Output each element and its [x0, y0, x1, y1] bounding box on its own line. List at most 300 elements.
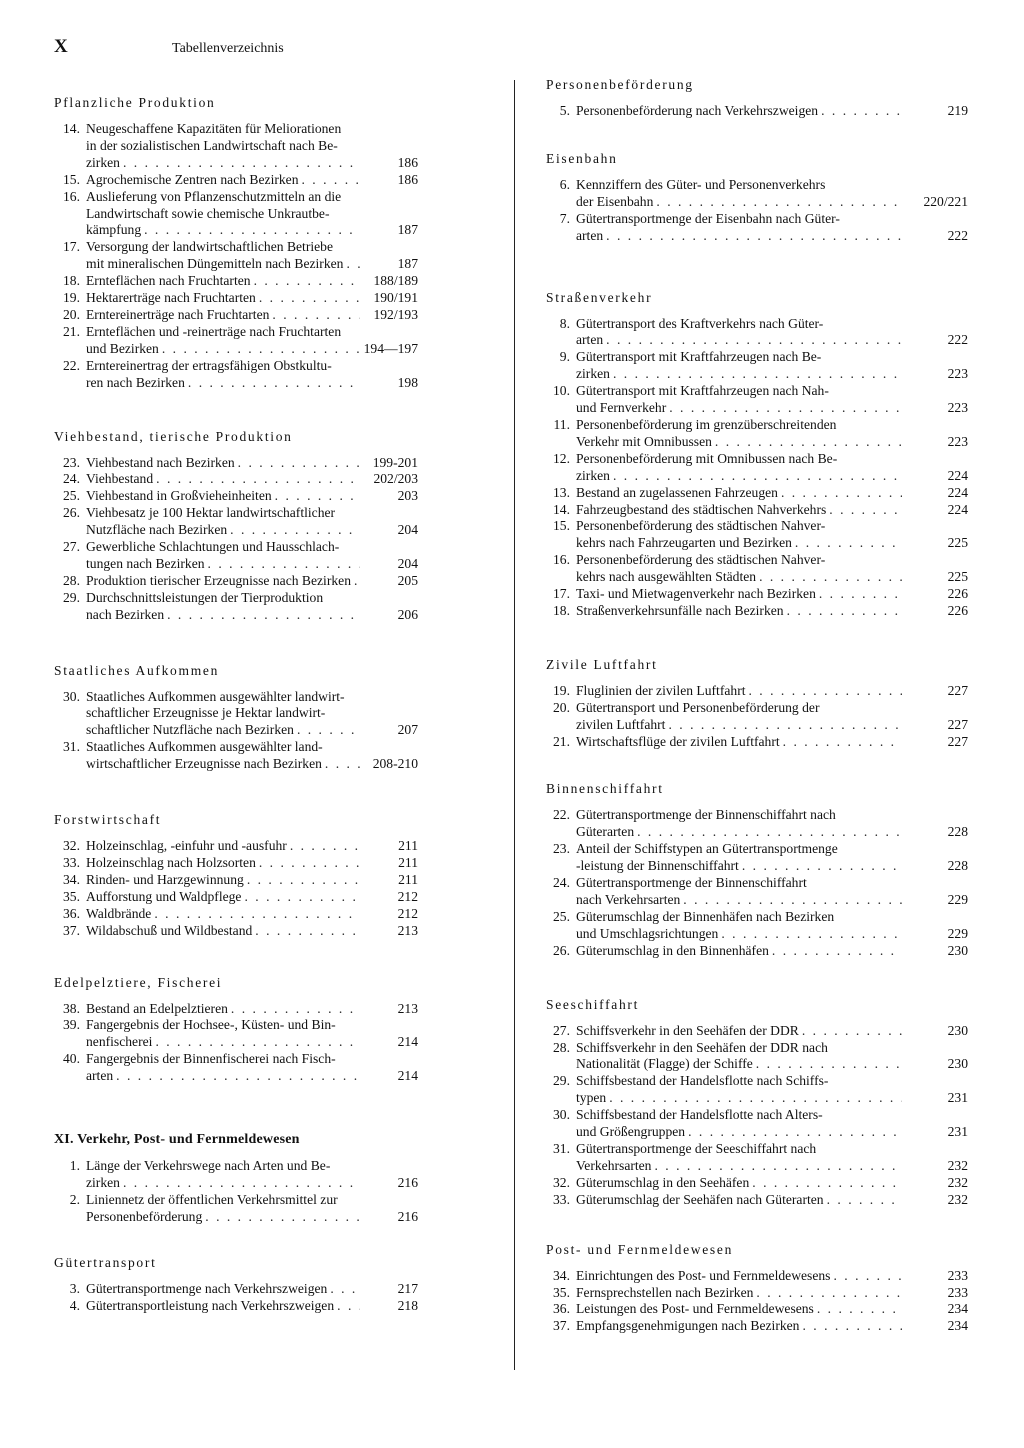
entry-number: 22. [553, 807, 570, 823]
entry-number: 16. [553, 552, 570, 568]
table-entry[interactable] [54, 121, 418, 172]
section-title: Straßenverkehr [546, 289, 653, 305]
table-entry[interactable] [54, 1192, 418, 1226]
dot-leader [634, 824, 902, 841]
dot-leader [799, 1023, 902, 1040]
dot-leader [824, 1192, 902, 1209]
table-entry[interactable] [546, 485, 968, 502]
chapter-roman-numeral: X [54, 36, 68, 57]
entry-title-line [576, 1124, 902, 1141]
entry-title [576, 1141, 902, 1175]
table-entry[interactable] [54, 488, 418, 505]
entry-title [576, 485, 902, 502]
entry-title-line [86, 121, 360, 138]
table-entry[interactable] [54, 1001, 418, 1018]
entry-title [576, 909, 902, 943]
table-entry[interactable] [546, 603, 968, 620]
entry-title-line [86, 290, 360, 307]
entry-title [576, 875, 902, 909]
table-entry[interactable] [546, 734, 968, 751]
entry-title-line [576, 1175, 902, 1192]
entry-number: 20. [63, 306, 80, 322]
entry-number: 17. [63, 239, 80, 255]
entry-title-text: nach Verkehrsarten [576, 892, 681, 907]
table-entry[interactable] [546, 349, 968, 383]
entry-page-number: 213 [397, 922, 418, 938]
entry-title [576, 1023, 902, 1040]
dot-leader [241, 889, 360, 906]
page-header [54, 36, 284, 58]
entry-title-text: Viehbesatz je 100 Hektar landwirtschaftlicher [86, 505, 336, 521]
entry-title-line [86, 1001, 360, 1018]
entry-title-text: Neugeschaffene Kapazitäten für Meliorationen [86, 121, 342, 136]
entry-page-number: 194—197 [363, 340, 418, 356]
entry-page-number: 217 [397, 1280, 418, 1296]
entry-title-line [576, 683, 902, 700]
entry-title-line [86, 889, 360, 906]
entry-title-line [86, 906, 360, 923]
entry-title [576, 586, 902, 603]
entry-title-line [576, 434, 902, 451]
dot-leader [651, 1158, 902, 1175]
entry-title-text: Erntereinertrag der ertragsfähigen Obstkultu- [86, 357, 332, 373]
section-title: Pflanzliche Produktion [54, 95, 216, 110]
entry-title-text: Verkehrsarten [576, 1157, 652, 1173]
entry-title-line [86, 1051, 360, 1068]
entry-number: 23. [63, 454, 80, 470]
entry-number: 37. [63, 922, 80, 938]
entry-title-text: zirken [576, 366, 610, 382]
table-entry[interactable] [546, 1107, 968, 1141]
dot-leader [185, 375, 360, 392]
entry-title [86, 689, 360, 740]
table-entry[interactable] [54, 455, 418, 472]
entry-title [86, 855, 360, 872]
entry-number: 21. [63, 323, 80, 339]
entry-title-text: Gütertransportmenge der Seeschiffahrt nach [576, 1140, 817, 1156]
dot-leader [299, 172, 361, 189]
entry-number: 19. [553, 682, 570, 698]
entry-title-text: Fahrzeugbestand des städtischen Nahverkehrs [576, 501, 827, 517]
table-entry[interactable] [546, 700, 968, 734]
entry-title-text: arten [576, 227, 604, 243]
entry-title-line [576, 468, 902, 485]
entry-title-text: Erntereinerträge nach Fruchtarten [86, 306, 270, 322]
entry-title-line [86, 256, 360, 273]
entry-title-text: Gütertransport und Personenbeförderung der [576, 699, 820, 715]
entry-title-line [86, 1158, 360, 1175]
table-entry[interactable] [546, 1192, 968, 1209]
entry-title-text: Personenbeförderung nach Verkehrszweigen [576, 103, 819, 118]
entry-number: 13. [553, 484, 570, 500]
entry-title [86, 1158, 360, 1192]
section-title: Gütertransport [54, 1254, 157, 1270]
table-entry[interactable] [54, 189, 418, 240]
entry-page-number: 223 [947, 433, 968, 449]
entry-number: 26. [553, 942, 570, 958]
entry-title-line [576, 1107, 902, 1124]
table-entry[interactable] [546, 943, 968, 960]
entry-number: 21. [553, 733, 570, 749]
entry-page-number: 232 [947, 1174, 968, 1190]
entry-title [576, 734, 902, 751]
entry-title-text: Ernteflächen und -reinerträge nach Fruchtarten [86, 323, 342, 339]
entry-title-text: kämpfung [86, 222, 142, 238]
table-entry[interactable] [546, 807, 968, 841]
dot-leader [252, 923, 360, 940]
table-entry[interactable] [546, 586, 968, 603]
entry-page-number: 204 [397, 522, 418, 538]
dot-leader [778, 485, 902, 502]
entry-title-text: Anteil der Schiffstypen an Gütertransportmenge [576, 841, 838, 857]
dot-leader [739, 858, 902, 875]
entry-title-line [576, 700, 902, 717]
entry-title-text: schaftlicher Erzeugnisse je Hektar landwirt- [86, 705, 326, 721]
dot-leader [256, 855, 360, 872]
entry-title [86, 1001, 360, 1018]
entry-title [576, 1073, 902, 1107]
dot-leader [830, 1268, 902, 1285]
table-entry[interactable] [54, 573, 418, 590]
dot-leader [665, 717, 902, 734]
table-entry[interactable] [54, 539, 418, 573]
entry-title [86, 189, 360, 240]
table-entry[interactable] [54, 906, 418, 923]
table-entry[interactable] [54, 889, 418, 906]
table-entry[interactable] [54, 239, 418, 273]
entry-title-line [576, 926, 902, 943]
entry-page-number: 227 [947, 733, 968, 749]
dot-leader [816, 586, 902, 603]
entry-title-line [576, 349, 902, 366]
dot-leader [294, 722, 360, 739]
entry-title-text: Güterumschlag in den Binnenhäfen [576, 942, 769, 958]
entry-title-line [576, 103, 902, 120]
table-entry[interactable] [54, 273, 418, 290]
dot-leader [769, 943, 902, 960]
entry-title-line [576, 552, 902, 569]
section-seeschiffahrt [546, 996, 968, 1209]
entry-title-text: Viehbestand [86, 471, 154, 487]
entry-title-line [86, 273, 360, 290]
entry-title-line [86, 1298, 360, 1315]
entry-title [86, 1192, 360, 1226]
table-entry[interactable] [546, 1301, 968, 1318]
entry-title-line [576, 1023, 902, 1040]
entry-title-text: Versorgung der landwirtschaftlichen Betriebe [86, 239, 333, 255]
entry-title-line [576, 400, 902, 417]
entry-number: 36. [63, 905, 80, 921]
entry-title-text: Empfangsgenehmigungen nach Bezirken [576, 1318, 800, 1334]
section-title: Zivile Luftfahrt [546, 656, 658, 672]
entry-title-line [576, 807, 902, 824]
table-entry[interactable] [54, 838, 418, 855]
dot-leader [712, 434, 902, 451]
entry-title-text: Verkehr mit Omnibussen [576, 433, 712, 449]
entry-title-text: Landwirtschaft sowie chemische Unkrautbe- [86, 205, 330, 221]
entry-title [576, 841, 902, 875]
entry-number: 35. [63, 888, 80, 904]
table-entry[interactable] [54, 505, 418, 539]
section-personenbefoerderung [546, 76, 968, 120]
entry-number: 18. [553, 602, 570, 618]
entry-title [576, 1301, 902, 1318]
entry-title-line [576, 734, 902, 751]
entry-title-line [86, 222, 360, 239]
entry-title-text: Agrochemische Zentren nach Bezirken [86, 171, 299, 187]
section-staatliches-aufkommen [54, 662, 418, 774]
table-entry[interactable] [546, 1285, 968, 1302]
entry-title [86, 239, 360, 273]
entry-title-line [86, 607, 360, 624]
entry-number: 7. [559, 210, 570, 226]
table-entry[interactable] [54, 1051, 418, 1085]
table-entry[interactable] [546, 518, 968, 552]
entry-number: 28. [553, 1039, 570, 1055]
dot-leader [164, 607, 360, 624]
entry-title [86, 324, 360, 358]
table-entry[interactable] [546, 841, 968, 875]
entry-number: 4. [69, 1297, 80, 1313]
table-entry[interactable] [546, 103, 968, 120]
entry-title-text: Viehbestand in Großvieheinheiten [86, 488, 272, 504]
table-entry[interactable] [54, 590, 418, 624]
entry-number: 29. [63, 589, 80, 605]
entry-page-number: 186 [397, 171, 418, 187]
entry-title-line [86, 206, 360, 223]
entry-title-line [576, 485, 902, 502]
section-title: Binnenschiffahrt [546, 781, 664, 797]
entry-title-text: ren nach Bezirken [86, 374, 185, 390]
entry-title-line [576, 383, 902, 400]
entry-title-line [576, 194, 902, 211]
entry-page-number: 211 [398, 838, 418, 854]
entry-title-line [576, 858, 902, 875]
dot-leader [327, 1281, 360, 1298]
entry-page-number: 234 [947, 1301, 968, 1317]
entry-title [576, 1268, 902, 1285]
table-entry[interactable] [54, 324, 418, 358]
entry-title-line [86, 872, 360, 889]
table-entry[interactable] [546, 909, 968, 943]
table-entry[interactable] [546, 1023, 968, 1040]
section-guetertransport [54, 1254, 418, 1315]
table-entry[interactable] [54, 471, 418, 488]
table-entry[interactable] [546, 1141, 968, 1175]
table-entry[interactable] [546, 211, 968, 245]
section-title: Post- und Fernmeldewesen [546, 1241, 734, 1257]
table-entry[interactable] [54, 358, 418, 392]
entry-title-line [86, 838, 360, 855]
entry-title-text: Nationalität (Flagge) der Schiffe [576, 1056, 753, 1072]
table-entry[interactable] [546, 683, 968, 700]
entry-title-line [576, 177, 902, 194]
entry-page-number: 233 [947, 1267, 968, 1283]
entry-page-number: 227 [947, 682, 968, 698]
entry-title [576, 518, 902, 552]
table-entry[interactable] [546, 177, 968, 211]
entry-number: 23. [553, 841, 570, 857]
entry-number: 22. [63, 357, 80, 373]
entry-title-line [576, 1056, 902, 1073]
table-entry[interactable] [546, 451, 968, 485]
section-title: Personenbeförderung [546, 77, 694, 92]
entry-title-line [86, 172, 360, 189]
table-entry[interactable] [546, 1268, 968, 1285]
entry-title [576, 807, 902, 841]
entry-title-line [86, 358, 360, 375]
entry-title-text: arten [86, 1068, 114, 1084]
entry-title [86, 488, 360, 505]
entry-title-text: zirken [576, 467, 610, 483]
table-entry[interactable] [546, 1073, 968, 1107]
entry-page-number: 206 [397, 606, 418, 622]
section-title: Edelpelztiere, Fischerei [54, 974, 223, 990]
entry-number: 12. [553, 450, 570, 466]
entry-title-text: Personenbeförderung mit Omnibussen nach Be- [576, 450, 838, 466]
entry-number: 35. [553, 1284, 570, 1300]
table-entry[interactable] [546, 316, 968, 350]
dot-leader [792, 535, 902, 552]
dot-leader [756, 569, 902, 586]
entry-title-line [576, 518, 902, 535]
table-entry[interactable] [54, 290, 418, 307]
entry-page-number: 208-210 [372, 756, 418, 772]
entry-number: 6. [559, 176, 570, 192]
section-pflanzliche-produktion [54, 94, 418, 392]
table-entry[interactable] [546, 502, 968, 519]
entry-number: 1. [69, 1158, 80, 1174]
table-entry[interactable] [54, 307, 418, 324]
entry-page-number: 211 [398, 855, 418, 870]
entry-number: 24. [553, 875, 570, 891]
entry-page-number: 232 [947, 1157, 968, 1173]
entry-page-number: 230 [947, 1022, 968, 1038]
section-forstwirtschaft [54, 811, 418, 939]
table-entry[interactable] [54, 1017, 418, 1051]
dot-leader [235, 455, 360, 472]
table-entry[interactable] [54, 855, 418, 872]
entry-title-line [576, 316, 902, 333]
dot-leader [784, 603, 902, 620]
dot-leader [814, 1301, 902, 1318]
entry-title-line [86, 307, 360, 324]
dot-leader [269, 307, 360, 324]
entry-title-text: typen [576, 1090, 607, 1106]
table-entry[interactable] [54, 739, 418, 773]
table-entry[interactable] [546, 552, 968, 586]
entry-number: 34. [63, 871, 80, 887]
table-entry[interactable] [546, 1175, 968, 1192]
entry-title-line [576, 535, 902, 552]
entry-number: 16. [63, 188, 80, 204]
entry-title [86, 1051, 360, 1085]
entry-page-number: 229 [947, 892, 968, 907]
section-strassenverkehr [546, 289, 968, 620]
entry-title-text: Liniennetz der öffentlichen Verkehrsmittel zur [86, 1191, 338, 1207]
entry-title [86, 290, 360, 307]
entry-title-line [86, 539, 360, 556]
entry-title [576, 1285, 902, 1302]
dot-leader [780, 734, 902, 751]
table-entry[interactable] [546, 1318, 968, 1335]
entry-number: 27. [63, 539, 80, 555]
entry-title-line [576, 1301, 902, 1318]
section-title: XI. Verkehr, Post- und Fernmeldewesen [54, 1132, 300, 1148]
entry-title-text: Personenbeförderung des städtischen Nahver- [576, 518, 826, 534]
entry-page-number: 229 [947, 925, 968, 941]
entry-title-line [86, 855, 360, 872]
entry-page-number: 226 [947, 586, 968, 602]
entry-title-text: Viehbestand nach Bezirken [86, 454, 235, 470]
entry-title [576, 1107, 902, 1141]
entry-title-text: Nutzfläche nach Bezirken [86, 522, 228, 538]
entry-title-text: Gütertransportmenge der Binnenschiffahrt nach [576, 807, 836, 823]
entry-title-text: Auslieferung von Pflanzenschutzmitteln an die [86, 188, 342, 204]
dot-leader [228, 1001, 360, 1018]
table-entry[interactable] [546, 417, 968, 451]
entry-title-line [86, 1209, 360, 1226]
dot-leader [610, 468, 902, 485]
table-entry[interactable] [54, 923, 418, 940]
table-entry[interactable] [54, 172, 418, 189]
entry-title-line [86, 573, 360, 590]
entry-title-text: Rinden- und Harzgewinnung [86, 871, 244, 887]
column-divider [514, 80, 515, 1370]
dot-leader [151, 906, 360, 923]
entry-title-text: Fernsprechstellen nach Bezirken [576, 1284, 754, 1300]
entry-page-number: 226 [947, 602, 968, 618]
entry-title-line [576, 332, 902, 349]
entry-title [576, 1192, 902, 1209]
entry-number: 27. [553, 1022, 570, 1038]
entry-title-text: -leistung der Binnenschiffahrt [576, 858, 739, 874]
entry-title-line [576, 1285, 902, 1302]
table-entry[interactable] [54, 1298, 418, 1315]
table-entry[interactable] [546, 1040, 968, 1074]
entry-title-text: Gewerbliche Schlachtungen und Hausschlach- [86, 539, 340, 555]
dot-leader [606, 1090, 902, 1107]
dot-leader [205, 556, 360, 573]
entry-title-text: kehrs nach ausgewählten Städten [576, 569, 757, 585]
table-entry[interactable] [546, 875, 968, 909]
entry-page-number: 232 [947, 1191, 968, 1207]
dot-leader [799, 1318, 902, 1335]
table-entry[interactable] [54, 1281, 418, 1298]
entry-title [86, 906, 360, 923]
entry-number: 33. [553, 1191, 570, 1207]
entry-number: 39. [63, 1017, 80, 1033]
entry-title-text: Ernteflächen nach Fruchtarten [86, 273, 251, 289]
dot-leader [141, 222, 360, 239]
entry-page-number: 188/189 [373, 273, 418, 289]
entry-title [86, 872, 360, 889]
entry-title-text: Gütertransportmenge der Binnenschiffahrt [576, 875, 807, 891]
entry-page-number: 204 [397, 555, 418, 571]
entry-title-line [86, 1192, 360, 1209]
entry-title-text: Kennziffern des Güter- und Personenverkehrs [576, 176, 826, 192]
entry-title-text: wirtschaftlicher Erzeugnisse nach Bezirken [86, 756, 322, 772]
table-entry[interactable] [54, 872, 418, 889]
table-entry[interactable] [546, 383, 968, 417]
entry-title [86, 505, 360, 539]
table-entry[interactable] [54, 689, 418, 740]
section-title: Eisenbahn [546, 150, 618, 166]
table-entry[interactable] [54, 1158, 418, 1192]
entry-title-line [576, 586, 902, 603]
entry-title-line [86, 155, 360, 172]
entry-number: 14. [63, 121, 80, 136]
